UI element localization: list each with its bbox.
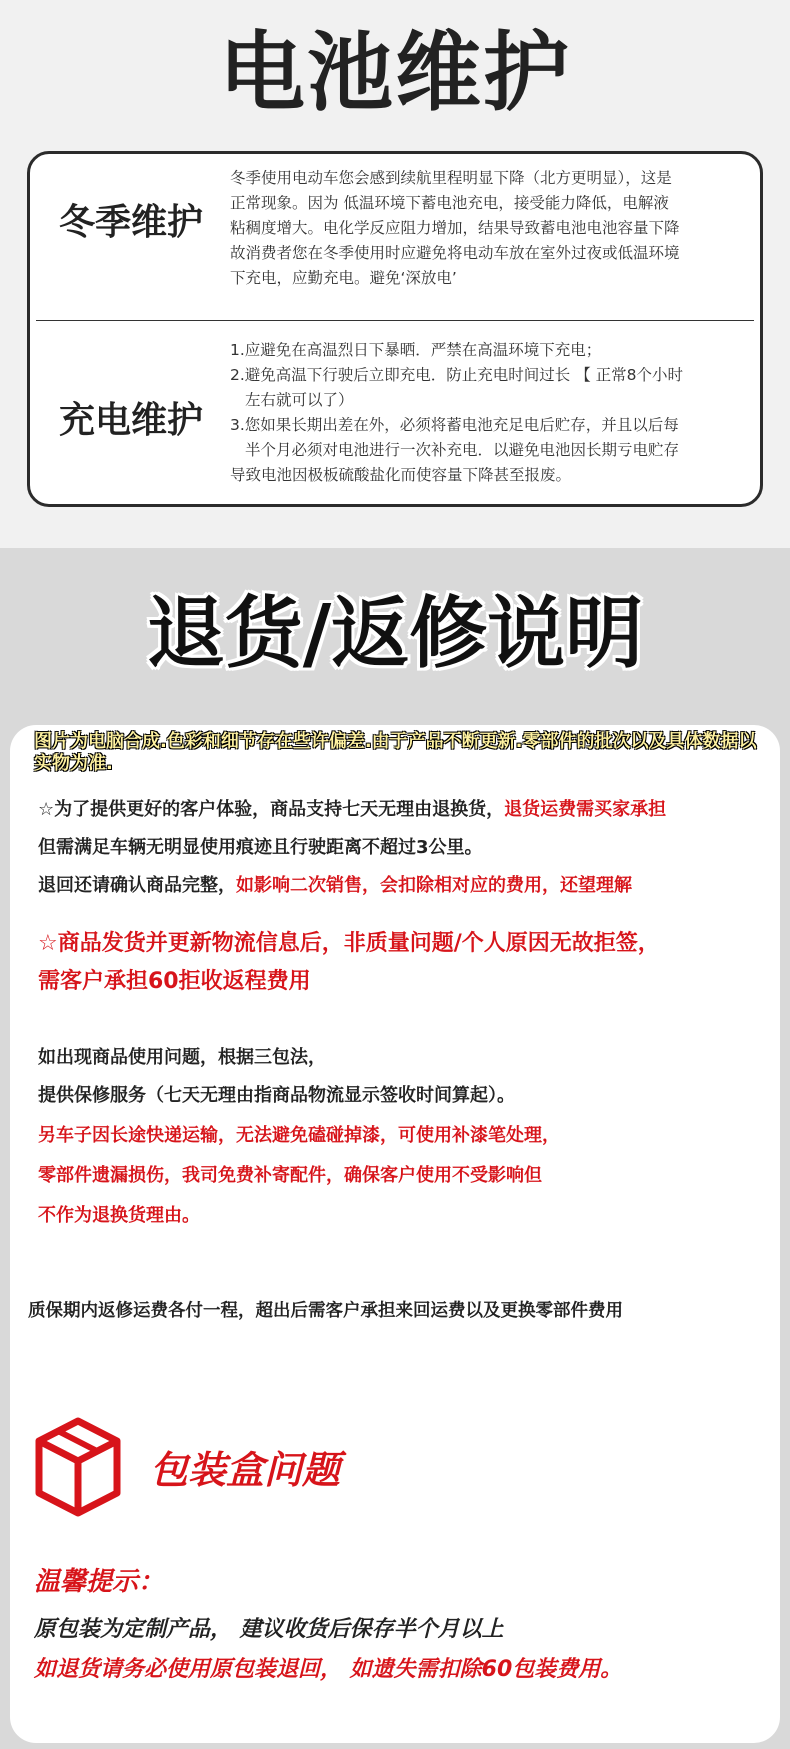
- charging-line: 导致电池因极板硫酸盐化而使容量下降甚至报废。: [230, 466, 572, 484]
- packaging-line-1: 原包装为定制产品， 建议收货后保存半个月以上: [34, 1617, 504, 1642]
- winter-line: 冬季使用电动车您会感到续航里程明显下降（北方更明显），这是: [230, 169, 672, 187]
- packaging-line-2: 如退货请务必使用原包装退回， 如遗失需扣除60包装费用。: [34, 1657, 623, 1682]
- winter-title: 冬季维护: [58, 202, 203, 243]
- return-check-line: [38, 871, 632, 897]
- box-icon: [35, 1417, 121, 1517]
- return-policy-line: [38, 795, 666, 821]
- battery-title: 电池维护: [219, 23, 571, 123]
- charging-line: 3.您如果长期出差在外，必须将蓄电池充足电后贮存，并且以后每: [230, 416, 679, 434]
- battery-card: [27, 151, 763, 507]
- card-divider: [36, 320, 754, 321]
- charging-title: 充电维护: [58, 400, 203, 441]
- return-deduction-note: 如影响二次销售，会扣除相对应的费用，还望理解: [236, 875, 632, 896]
- return-shipping-note: 退货运费需买家承担: [504, 799, 667, 820]
- return-policy-text: ☆为了提供更好的客户体验，商品支持七天无理由退换货，: [38, 799, 505, 820]
- return-condition-line: 但需满足车辆无明显使用痕迹且行驶距离不超过3公里。: [38, 837, 483, 858]
- returns-title: 退货/返修说明: [146, 589, 644, 679]
- battery-section: [0, 0, 790, 548]
- winter-line: 正常现象。因为 低温环境下蓄电池充电，接受能力降低，电解液: [230, 194, 669, 212]
- returns-section: [0, 548, 790, 1749]
- missing-parts-line: 零部件遗漏损伤，我司免费补寄配件，确保客户使用不受影响但: [38, 1165, 542, 1186]
- charging-line: 2.避免高温下行驶后立即充电．防止充电时间过长 【 正常8个小时: [230, 366, 684, 384]
- not-return-reason-line: 不作为退换货理由。: [38, 1205, 200, 1226]
- shipping-damage-line: 另车子因长途快递运输，无法避免磕碰掉漆，可使用补漆笔处理，: [38, 1125, 560, 1146]
- winter-line: 故消费者您在冬季使用时应避免将电动车放在室外过夜或低温环境: [230, 244, 680, 262]
- rejection-line: ☆商品发货并更新物流信息后，非质量问题/个人原因无故拒签，: [38, 931, 660, 956]
- return-check-text: 退回还请确认商品完整，: [38, 875, 236, 896]
- charging-line: 左右就可以了）: [245, 391, 354, 409]
- charging-text: [230, 338, 752, 488]
- winter-line: 下充电，应勤充电。避免‘深放电’: [230, 269, 457, 287]
- winter-line: 粘稠度增大。电化学反应阻力增加，结果导致蓄电池电池容量下降: [230, 219, 680, 237]
- tip-label: 温馨提示：: [34, 1567, 165, 1597]
- repair-shipping-line: 质保期内返修运费各付一程，超出后需客户承担来回运费以及更换零部件费用: [28, 1301, 623, 1321]
- charging-line: 1.应避免在高温烈日下暴晒．严禁在高温环境下充电；: [230, 341, 602, 359]
- returns-panel: [10, 725, 780, 1743]
- rejection-fee-line: 需客户承担60拒收返程费用: [38, 969, 311, 994]
- charging-line: 半个月必须对电池进行一次补充电．以避免电池因长期亏电贮存: [245, 441, 680, 459]
- winter-text: [230, 166, 752, 291]
- warranty-service-line: 提供保修服务（七天无理由指商品物流显示签收时间算起）。: [38, 1085, 515, 1106]
- packaging-title: 包装盒问题: [150, 1448, 341, 1492]
- disclaimer-notice: 图片为电脑合成.色彩和细节存在些许偏差.由于产品不断更新.零部件的批次以及具体数据以实物为准.: [34, 731, 757, 774]
- warranty-line: 如出现商品使用问题，根据三包法，: [38, 1047, 326, 1068]
